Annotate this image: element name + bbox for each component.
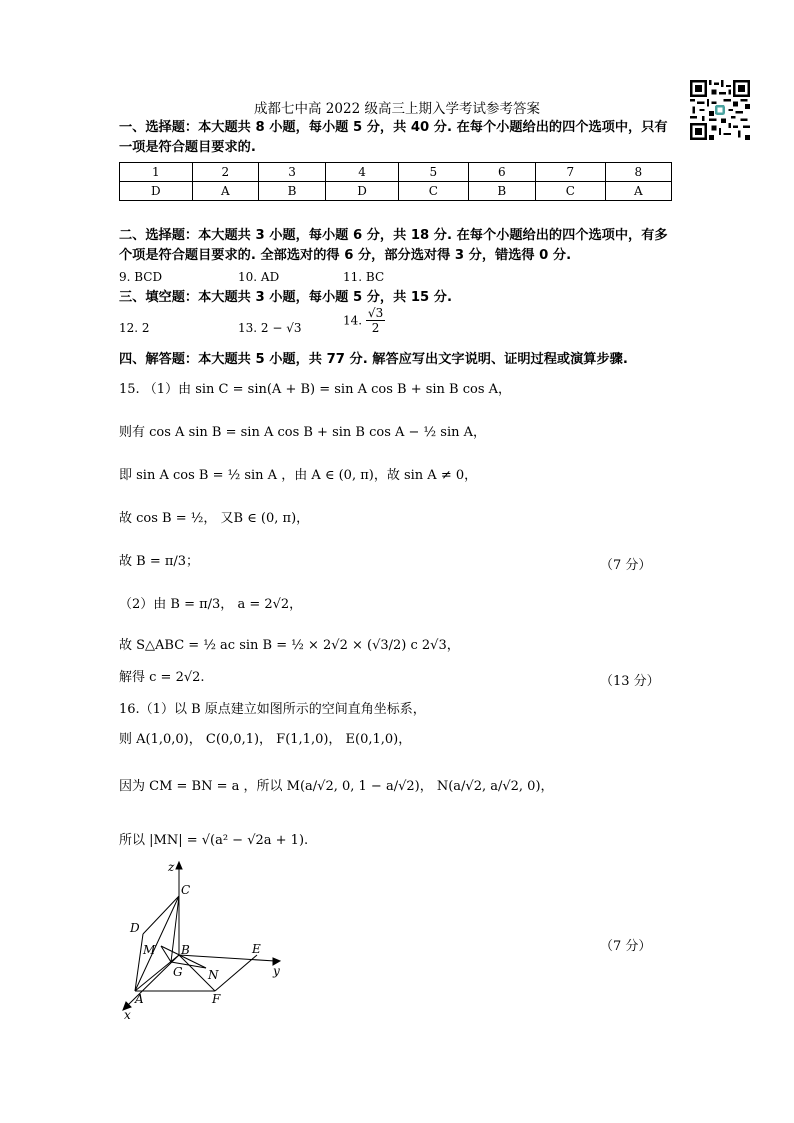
- q16-line1: 16.（1）以 B 原点建立如图所示的空间直角坐标系，: [119, 702, 426, 717]
- score-label: （7 分）: [600, 939, 652, 954]
- answer-q9: 9. BCD: [119, 270, 163, 284]
- score-label: （13 分）: [600, 674, 660, 689]
- q15-line4: 故 cos B = ½， 又B ∈ (0, π)，: [119, 511, 310, 526]
- answer-q12: 12. 2: [119, 321, 150, 335]
- coordinate-figure: [115, 858, 290, 1023]
- section4-header: 四、解答题：本大题共 5 小题，共 77 分. 解答应写出文字说明、证明过程或演算步骤.: [119, 352, 628, 367]
- q16-line4: 所以 |MN| = √(a² − √2a + 1).: [119, 833, 309, 848]
- table-cell: 5: [398, 163, 468, 182]
- table-row: [120, 163, 672, 182]
- answer-q13: 13. 2 − √3: [238, 321, 302, 335]
- q16-line3: 因为 CM = BN = a ，所以 M(a/√2, 0, 1 − a/√2)， N(a/√2, a/√2, 0)，: [119, 779, 554, 794]
- table-cell: 1: [120, 163, 193, 182]
- section3-header: 三、填空题：本大题共 3 小题，每小题 5 分，共 15 分.: [119, 290, 453, 305]
- section2-line2: 个项是符合题目要求的. 全部选对的得 6 分，部分选对得 3 分，错选得 0 分.: [119, 248, 572, 263]
- fraction: $\frac{√3}{2}$: [367, 306, 384, 335]
- table-cell: C: [398, 182, 468, 201]
- q15-line8: 解得 c = 2√2.: [119, 670, 205, 685]
- table-cell: A: [605, 182, 671, 201]
- section1-line2: 一项是符合题目要求的.: [119, 140, 256, 155]
- label-G: G: [173, 965, 183, 979]
- q16-line2: 则 A(1,0,0)， C(0,0,1)， F(1,1,0)， E(0,1,0)，: [119, 732, 412, 747]
- edge-DC: [143, 896, 179, 934]
- page-title: 成都七中高 2022 级高三上期入学考试参考答案: [254, 101, 540, 117]
- q15-line3: 即 sin A cos B = ½ sin A ，由 A ∈ (0, π)，故 sin A ≠ 0，: [119, 468, 478, 483]
- label-z: z: [168, 860, 175, 874]
- edge-EF: [215, 955, 257, 991]
- answer-q14-label: 14.: [343, 313, 363, 328]
- label-F: F: [212, 992, 221, 1006]
- section2-line1: 二、选择题：本大题共 3 小题，每小题 6 分，共 18 分. 在每个小题给出的四个选项中，有多: [119, 228, 668, 243]
- label-A: A: [135, 992, 144, 1006]
- label-D: D: [130, 921, 140, 935]
- z-axis-arrow-icon: [176, 862, 182, 869]
- table-cell: 8: [605, 163, 671, 182]
- table-cell: D: [326, 182, 399, 201]
- table-row: [120, 182, 672, 201]
- answer-table: [119, 162, 672, 201]
- label-N: N: [208, 968, 219, 982]
- q15-line7: 故 S△ABC = ½ ac sin B = ½ × 2√2 × (√3/2) c 2√3，: [119, 638, 460, 653]
- answer-q11: 11. BC: [343, 270, 385, 284]
- table-cell: 7: [535, 163, 605, 182]
- label-C: C: [181, 883, 191, 897]
- label-M: M: [143, 943, 156, 957]
- table-cell: 4: [326, 163, 399, 182]
- score-label: （7 分）: [600, 558, 652, 573]
- label-E: E: [252, 942, 261, 956]
- table-cell: D: [120, 182, 193, 201]
- table-cell: B: [468, 182, 535, 201]
- label-B: B: [181, 943, 190, 957]
- q15-line2: 则有 cos A sin B = sin A cos B + sin B cos A − ½ sin A，: [119, 425, 487, 440]
- label-x: x: [124, 1008, 131, 1022]
- table-cell: 6: [468, 163, 535, 182]
- answer-q14: [343, 306, 385, 335]
- table-cell: 3: [258, 163, 325, 182]
- table-cell: 2: [192, 163, 258, 182]
- edge-CG: [171, 896, 179, 962]
- q15-line5: 故 B = π/3；: [119, 554, 200, 569]
- answer-q10: 10. AD: [238, 270, 280, 284]
- table-cell: C: [535, 182, 605, 201]
- label-y: y: [273, 964, 280, 978]
- table-cell: B: [258, 182, 325, 201]
- q15-line6: （2）由 B = π/3， a = 2√2，: [119, 597, 303, 612]
- table-cell: A: [192, 182, 258, 201]
- section1-line1: 一、选择题：本大题共 8 小题，每小题 5 分，共 40 分. 在每个小题给出的四个选项中，只有: [119, 120, 668, 135]
- q15-line1: 15. （1）由 sin C = sin(A + B) = sin A cos B + sin B cos A，: [119, 382, 512, 397]
